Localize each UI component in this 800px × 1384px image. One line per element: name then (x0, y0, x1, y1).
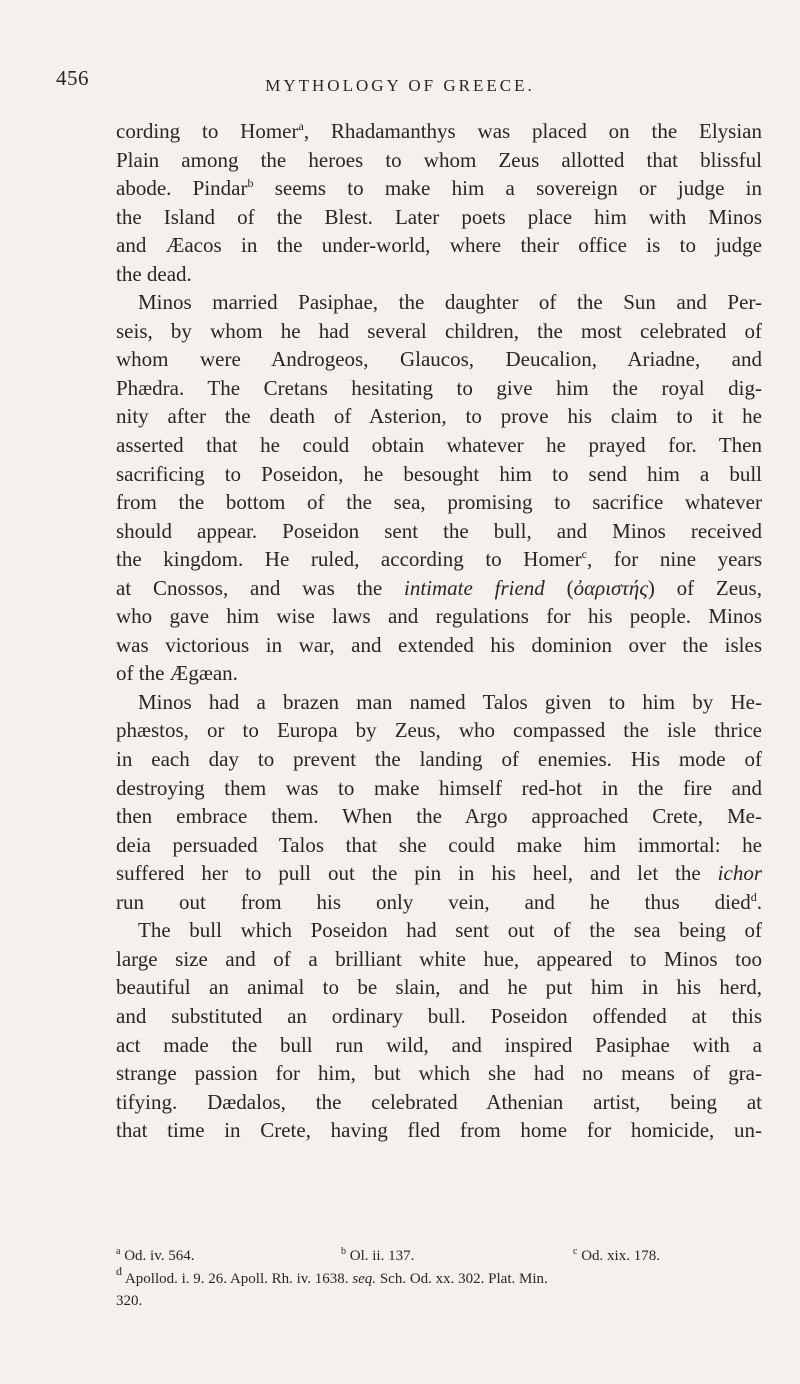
text-line: cording to Homer$^a$, Rhadamanthys was placed on the Elysian (116, 119, 763, 143)
text-line: The bull which Poseidon had sent out of the sea being of (138, 918, 762, 943)
text-line: whom were Androgeos, Glaucos, Deucalion, Ariadne, and (116, 347, 762, 372)
text-line: abode. Pindar$^b$ seems to make him a sovereign or judge in (116, 176, 762, 201)
footnote-d-continued: 320. (116, 1293, 143, 1309)
text-line: suffered her to pull out the pin in his heel, and let the ichor (116, 861, 762, 886)
text-line: of the Ægæan. (116, 661, 238, 686)
footnote-c: $^c$ Od. xix. 178. (573, 1246, 660, 1264)
text-line: should appear. Poseidon sent the bull, and Minos received (116, 518, 762, 543)
footnote-a: $^a$ Od. iv. 564. (116, 1246, 195, 1264)
text-line: act made the bull run wild, and inspired Pasiphae with a (116, 1032, 762, 1057)
page-number: 456 (56, 66, 89, 90)
text-line: from the bottom of the sea, promising to sacrifice whatever (116, 490, 762, 515)
footnote-b: $^b$ Ol. ii. 137. (341, 1246, 415, 1264)
text-line: phæstos, or to Europa by Zeus, who compassed the isle thrice (116, 718, 762, 743)
text-line: then embrace them. When the Argo approached Crete, Me- (116, 804, 762, 829)
text-line: strange passion for him, but which she had no means of gra- (116, 1061, 762, 1086)
text-line: the kingdom. He ruled, according to Homer$^c$, for nine years (116, 547, 762, 572)
text-line: at Cnossos, and was the intimate friend (ὀαριστής) of Zeus, (116, 575, 762, 600)
footnote-ref: d (750, 889, 757, 904)
footnote-line (116, 1245, 762, 1268)
text-line: the dead. (116, 261, 192, 286)
text-line: the Island of the Blest. Later poets place him with Minos (116, 204, 762, 229)
text-line: beautiful an animal to be slain, and he put him in his herd, (116, 975, 762, 1000)
text-line: deia persuaded Talos that she could make him immortal: he (116, 832, 762, 857)
text-line: destroying them was to make himself red-hot in the fire and (116, 775, 762, 800)
footnote-ref: c (581, 547, 587, 562)
footnote-d: $^d$ Apollod. i. 9. 26. Apoll. Rh. iv. 1638. seq. Sch. Od. xx. 302. Plat. Min. (116, 1263, 548, 1287)
text-line: in each day to prevent the landing of enemies. His mode of (116, 747, 762, 772)
text-line: Plain among the heroes to whom Zeus allotted that blissful (116, 147, 762, 172)
text-line: and substituted an ordinary bull. Poseidon offended at this (116, 1003, 762, 1028)
text-line: that time in Crete, having fled from home for homicide, un- (116, 1118, 762, 1143)
footnote-ref: a (298, 119, 304, 133)
text-line: and Æacos in the under-world, where their office is to judge (116, 233, 762, 258)
text-line: nity after the death of Asterion, to prove his claim to it he (116, 404, 762, 429)
text-line: was victorious in war, and extended his dominion over the isles (116, 632, 762, 657)
running-head: MYTHOLOGY OF GREECE. (265, 76, 535, 95)
text-line: Minos had a brazen man named Talos given to him by He- (138, 689, 762, 714)
text-line: seis, by whom he had several children, the most celebrated of (116, 318, 762, 343)
footnote-ref: b (247, 176, 254, 191)
text-line: Minos married Pasiphae, the daughter of the Sun and Per- (138, 290, 762, 315)
text-line: sacrificing to Poseidon, he besought him to send him a bull (116, 461, 762, 486)
text-line: run out from his only vein, and he thus died$^d$. (116, 889, 762, 914)
text-line: asserted that he could obtain whatever he prayed for. Then (116, 433, 762, 458)
text-line: tifying. Dædalos, the celebrated Athenian artist, being at (116, 1089, 762, 1114)
text-line: who gave him wise laws and regulations for his people. Minos (116, 604, 762, 629)
text-line: Phædra. The Cretans hesitating to give him the royal dig- (116, 375, 762, 400)
text-line: large size and of a brilliant white hue, appeared to Minos too (116, 946, 762, 971)
body-text (116, 117, 762, 1145)
footnotes (116, 1245, 762, 1313)
